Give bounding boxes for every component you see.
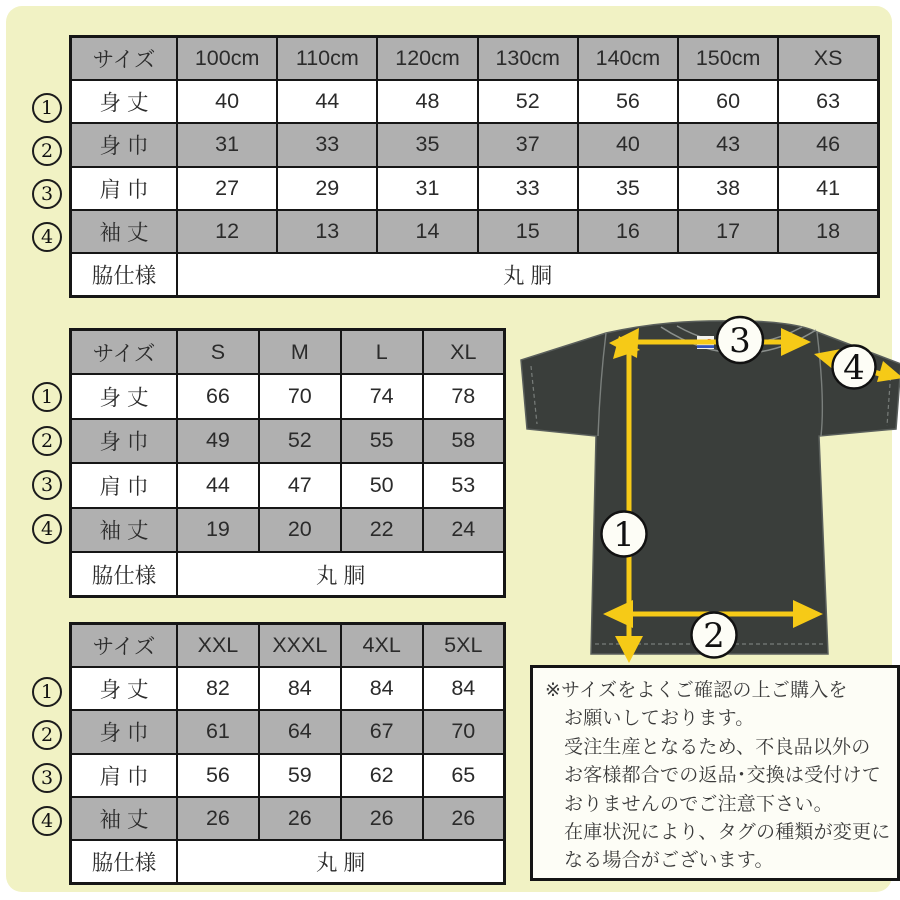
row-label: 身 丈 xyxy=(71,374,178,419)
marker-body-length: 1 xyxy=(32,677,62,707)
size-column-header: 150cm xyxy=(678,37,778,80)
measurement-value: 13 xyxy=(277,210,377,253)
diagram-marker-shoulder-width xyxy=(717,317,763,363)
measurement-value: 18 xyxy=(778,210,878,253)
diagram-marker-body-length xyxy=(602,512,647,557)
notice-line: お願いしております。 xyxy=(564,708,755,730)
svg-text:1: 1 xyxy=(613,515,635,555)
size-column-header: 100cm xyxy=(177,37,277,80)
notice-line: なる場合がございます。 xyxy=(564,850,774,872)
marker-sleeve-length: 4 xyxy=(32,222,62,252)
measurement-row xyxy=(71,419,505,464)
measurement-value: 15 xyxy=(478,210,578,253)
measurement-value: 61 xyxy=(177,710,259,753)
row-label: 袖 丈 xyxy=(71,508,178,553)
measurement-value: 46 xyxy=(778,123,878,166)
measurement-value: 48 xyxy=(377,80,477,123)
marker-body-length: 1 xyxy=(32,93,62,123)
size-column-header: 140cm xyxy=(578,37,678,80)
size-column-header: 130cm xyxy=(478,37,578,80)
row-label: 身 丈 xyxy=(71,80,178,123)
marker-body-width: 2 xyxy=(32,426,62,456)
measurement-value: 50 xyxy=(341,463,423,508)
measurement-row xyxy=(71,167,879,210)
measurement-value: 14 xyxy=(377,210,477,253)
size-column-header: XL xyxy=(423,330,505,375)
svg-text:2: 2 xyxy=(703,616,725,656)
measurement-value: 55 xyxy=(341,419,423,464)
measurement-value: 60 xyxy=(678,80,778,123)
size-label-header: サイズ xyxy=(71,37,178,80)
purchase-notice xyxy=(530,665,900,881)
measurement-value: 40 xyxy=(177,80,277,123)
marker-sleeve-length: 4 xyxy=(32,806,62,836)
marker-sleeve-length: 4 xyxy=(32,514,62,544)
measurement-row xyxy=(71,667,505,710)
footer-label: 脇仕様 xyxy=(71,840,178,883)
footer-value: 丸 胴 xyxy=(177,552,505,597)
measurement-value: 17 xyxy=(678,210,778,253)
size-column-header: 5XL xyxy=(423,624,505,667)
adult-size-table xyxy=(69,328,506,598)
kids-size-table xyxy=(69,35,880,298)
measurement-value: 33 xyxy=(277,123,377,166)
measurement-value: 63 xyxy=(778,80,878,123)
measurement-value: 43 xyxy=(678,123,778,166)
svg-text:3: 3 xyxy=(729,321,751,361)
notice-line: ※サイズをよくご確認の上ご購入を xyxy=(545,680,848,701)
size-column-header: XXXL xyxy=(259,624,341,667)
measurement-row xyxy=(71,710,505,753)
header-row xyxy=(71,624,505,667)
footer-value: 丸 胴 xyxy=(177,253,879,296)
measurement-value: 41 xyxy=(778,167,878,210)
marker-body-length: 1 xyxy=(32,382,62,412)
measurement-value: 16 xyxy=(578,210,678,253)
measurement-value: 26 xyxy=(423,797,505,840)
size-column-header: 120cm xyxy=(377,37,477,80)
size-column-header: XXL xyxy=(177,624,259,667)
measurement-value: 56 xyxy=(177,754,259,797)
measurement-value: 52 xyxy=(259,419,341,464)
measurement-value: 29 xyxy=(277,167,377,210)
measurement-value: 56 xyxy=(578,80,678,123)
size-column-header: 110cm xyxy=(277,37,377,80)
measurement-value: 62 xyxy=(341,754,423,797)
measurement-value: 12 xyxy=(177,210,277,253)
footer-label: 脇仕様 xyxy=(71,552,178,597)
size-chart-sheet xyxy=(6,6,892,892)
row-label: 肩 巾 xyxy=(71,167,178,210)
notice-line: 受注生産となるため、不良品以外の xyxy=(564,736,871,758)
size-label-header: サイズ xyxy=(71,330,178,375)
notice-line: お客様都合での返品･交換は受付けて xyxy=(564,765,881,787)
measurement-row xyxy=(71,123,879,166)
measurement-row xyxy=(71,80,879,123)
marker-shoulder-width: 3 xyxy=(32,763,62,793)
measurement-value: 27 xyxy=(177,167,277,210)
tshirt-measure-diagram xyxy=(511,314,900,664)
measurement-value: 49 xyxy=(177,419,259,464)
measurement-value: 84 xyxy=(423,667,505,710)
marker-body-width: 2 xyxy=(32,720,62,750)
row-label: 肩 巾 xyxy=(71,754,178,797)
row-label: 身 巾 xyxy=(71,710,178,753)
measurement-row xyxy=(71,797,505,840)
size-column-header: XS xyxy=(778,37,878,80)
measurement-row xyxy=(71,210,879,253)
svg-text:4: 4 xyxy=(843,348,865,388)
size-label-header: サイズ xyxy=(71,624,178,667)
measurement-value: 26 xyxy=(259,797,341,840)
measurement-value: 35 xyxy=(377,123,477,166)
diagram-marker-body-width xyxy=(692,613,737,658)
measurement-value: 33 xyxy=(478,167,578,210)
notice-line: 在庫状況により、タグの種類が変更に xyxy=(564,822,891,844)
measurement-row xyxy=(71,508,505,553)
size-column-header: 4XL xyxy=(341,624,423,667)
measurement-value: 47 xyxy=(259,463,341,508)
header-row xyxy=(71,37,879,80)
measurement-value: 31 xyxy=(177,123,277,166)
measurement-row xyxy=(71,463,505,508)
row-label: 袖 丈 xyxy=(71,210,178,253)
size-column-header: M xyxy=(259,330,341,375)
measurement-value: 59 xyxy=(259,754,341,797)
measurement-value: 64 xyxy=(259,710,341,753)
marker-body-width: 2 xyxy=(32,136,62,166)
footer-value: 丸 胴 xyxy=(177,840,505,883)
measurement-value: 66 xyxy=(177,374,259,419)
measurement-row xyxy=(71,754,505,797)
footer-row xyxy=(71,253,879,296)
footer-row xyxy=(71,552,505,597)
measurement-value: 22 xyxy=(341,508,423,553)
measurement-value: 20 xyxy=(259,508,341,553)
row-label: 身 巾 xyxy=(71,419,178,464)
measurement-value: 26 xyxy=(341,797,423,840)
measurement-value: 35 xyxy=(578,167,678,210)
measurement-value: 37 xyxy=(478,123,578,166)
measurement-value: 40 xyxy=(578,123,678,166)
measurement-value: 24 xyxy=(423,508,505,553)
measurement-value: 52 xyxy=(478,80,578,123)
measurement-value: 70 xyxy=(423,710,505,753)
measurement-value: 78 xyxy=(423,374,505,419)
marker-shoulder-width: 3 xyxy=(32,179,62,209)
measurement-value: 82 xyxy=(177,667,259,710)
measurement-value: 19 xyxy=(177,508,259,553)
row-label: 身 丈 xyxy=(71,667,178,710)
footer-row xyxy=(71,840,505,883)
measurement-row xyxy=(71,374,505,419)
measurement-value: 53 xyxy=(423,463,505,508)
big-size-table xyxy=(69,622,506,885)
measurement-value: 84 xyxy=(259,667,341,710)
row-label: 身 巾 xyxy=(71,123,178,166)
measurement-value: 65 xyxy=(423,754,505,797)
footer-label: 脇仕様 xyxy=(71,253,178,296)
measurement-value: 44 xyxy=(177,463,259,508)
measurement-value: 26 xyxy=(177,797,259,840)
measurement-value: 58 xyxy=(423,419,505,464)
measurement-value: 74 xyxy=(341,374,423,419)
measurement-value: 70 xyxy=(259,374,341,419)
row-label: 袖 丈 xyxy=(71,797,178,840)
measurement-value: 44 xyxy=(277,80,377,123)
size-column-header: L xyxy=(341,330,423,375)
measurement-value: 67 xyxy=(341,710,423,753)
measurement-value: 31 xyxy=(377,167,477,210)
size-column-header: S xyxy=(177,330,259,375)
measurement-value: 38 xyxy=(678,167,778,210)
marker-shoulder-width: 3 xyxy=(32,470,62,500)
notice-line: おりませんのでご注意下さい。 xyxy=(564,793,833,815)
measurement-value: 84 xyxy=(341,667,423,710)
diagram-marker-sleeve-length xyxy=(833,346,876,389)
row-label: 肩 巾 xyxy=(71,463,178,508)
header-row xyxy=(71,330,505,375)
